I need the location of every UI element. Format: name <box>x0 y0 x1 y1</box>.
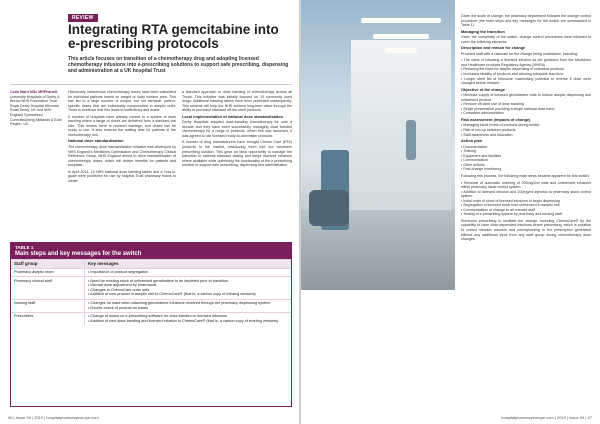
bullet-list: • Minimise supply of licensed gemcitabine vials to reduce aseptic dispensing and unlicensed product • Remove off-label use of dose banding • Single presentation providing a single national dose band • Consistent administration <box>461 93 591 116</box>
corridor-shape <box>351 40 451 230</box>
paragraph: Provided staff with a rationale for the change being undertaken, including: <box>461 51 579 56</box>
standfirst: This article focuses on transition of a chemotherapy drug and adopting licensed chemotherapy infusions into e-prescribing solutions to support safe prescribing, dispensing and administration at a UK hospital Trust <box>68 56 289 75</box>
table-number: TABLE 1 <box>15 245 34 250</box>
ceiling-light <box>385 48 417 53</box>
table-cell: • Change of doses on e-prescribing software for dose-banded or licensed infusions • Addition of new dose-banding and licensed infusion to ChemoCare® (that is, a carbon copy of existing versions) <box>88 314 279 323</box>
section-tag: REVIEW <box>68 14 98 22</box>
body-column-2 <box>182 90 292 170</box>
table-cell: • Importance of product segregation <box>88 270 149 275</box>
paragraph: The chemotherapy dose standardisation initiative was developed by NHS England's Medicines Optimisation and Chemotherapy Clinical Reference Group. NHS England aimed to drive standardisation of chemotherapy doses, which will deliver benefits for patients and hospitals. <box>68 145 176 168</box>
subheading: Local implementation of national dose standardisation <box>182 113 283 119</box>
body-column-3 <box>461 14 591 244</box>
subheading: Risk assessment (impacts of change) <box>461 116 531 122</box>
bullet-list: • Removal of automatic ordering of 200mg/2ml vials and unlicensed infusions within pharmacy stock control system • Addition of licensed infusion and 200mg/ml injection to pharmacy stock control system • Initial order of stock of licensed infusions to begin dispensing • Segregation of licensed stock from unlicensed in aseptic unit • Communication of change to all relevant staff • Testing of e-prescribing system by pharmacy and nursing staff <box>461 180 591 217</box>
right-page <box>301 0 600 424</box>
paragraph: In April 2014, 19 NHS National dose banding tables and a 'how to' guide were published for use by hospital Trust pharmacy teams to create <box>68 169 176 183</box>
table-header-cell: Key messages <box>88 260 119 266</box>
table-cell: Pharmacy clinical staff <box>11 277 85 298</box>
table-row <box>11 312 291 325</box>
paragraph: Following this process, the following main steps became apparent for this switch: <box>461 173 590 178</box>
paragraph: A number of hospitals have already moved to a system of dose banding where a range of doses are delivered from a standard vial size. This means there is reduced wastage, and doses can be ready to use. It also reduces the waiting time for patients in the chemotherapy unit. <box>68 114 176 137</box>
bullet-list: • Documentation • Training • Equipment and facilities • Communication • Other actions • Post-change monitoring <box>461 144 502 172</box>
body-column-1 <box>68 90 176 185</box>
page-footer: hospitalpharmacyeurope.com | 2019 | Issue 99 | 97 <box>501 415 592 420</box>
table-cell: • Changes for ward when attaching gemcitabine infusions received through the pharmacy dispensing system • Double-check of product on wards <box>88 301 271 310</box>
table-row <box>11 299 291 312</box>
table-cell: Pharmacy aseptic team <box>11 269 85 277</box>
table-cell: • Need for existing stock of unlicensed gemcitabine to be depleted prior to transition • Manual dose adjustment by pharmacist • Changes to ChemoCare order sets • Addition of new product in aseptic unit to ChemoCare® (that is, a carbon copy of existing versions) <box>88 278 256 297</box>
table-header <box>11 243 291 259</box>
subheading: National dose standardisation <box>68 138 124 144</box>
left-page <box>0 0 299 424</box>
table-row <box>11 268 291 277</box>
page-footer: 96 | Issue 99 | 2019 | hospitalpharmacyeurope.com <box>8 415 99 420</box>
table-title: Main steps and key messages for the switch <box>15 251 142 257</box>
bullet-list: • The value of following a licensed infusion as per guidance from the Medicines and Healthcare products Regulatory Agency (MHRA) • Reducing the need for aseptic dispensing of individual products • Increased stability of products and allowing adequate lead time • Longer shelf life of infusions, maximising potential to reverse if dose were changed before infusion <box>461 58 591 86</box>
ceiling-light <box>361 18 441 23</box>
subheading: Description and reason for change <box>461 45 526 51</box>
ceiling-light <box>373 34 429 39</box>
table-cell: Prescribers <box>11 313 85 325</box>
table-header-row <box>11 259 291 268</box>
paragraph: Historically, intravenous chemotherapy doses have been calculated for individual patients based on weight or body surface area. This has led to a large number of unique, but not identical, patient-specific doses that are individually compounded in aseptic units. There is evidence that this leads to inefficiency and waste. <box>68 90 176 113</box>
paragraph: Electronic prescribing to facilitate the change, including ChemoCare® by the capability to have dose-dependent infusions where prescribing, which is possible to correct infusion volumes and corresponding to the prescription generated without any additional input from any staff group during chemotherapy dose changes. <box>461 218 591 242</box>
bullet-list: • Managing stock levels of products during switch • Risk of mix-up between products • Staff awareness and education <box>461 123 540 137</box>
table-1 <box>10 242 292 407</box>
subheading: Objective of the change <box>461 86 505 92</box>
paragraph: A number of drug manufacturers have brought Chemo Care (RTA) products to the market, introducing them into our electronic prescribing solution. This gave an ideal opportunity to manage the transition to national standard dosing and adopt licensed infusions where available while optimising the functionality of the e-prescribing solution to support safe prescribing, dispensing and administration. <box>182 140 292 168</box>
paragraph: Given the complexity of the switch, change control procedures were followed to cover the following elements: <box>461 35 591 44</box>
author-affiliation: University Hospitals of Derby & Burton NHS Foundation Trust Royal Derby Hospital Uttoxeter Road Derby, UK and NHS England Specialised Commissioning Midlands & East Region, UK <box>10 94 62 127</box>
article-title: Integrating RTA gemcitabine into e-prescribing protocols <box>68 22 279 51</box>
author-box <box>10 90 62 127</box>
table-header-cell: Staff group <box>11 260 85 268</box>
subheading: Managing the transition <box>461 28 505 34</box>
paragraph: a standard approach to dose banding of chemotherapy across all Trusts. This initiative was initially focused on 10 commonly used drugs. Additional banding tables have been published subsequently. This scheme will help the NHS achieve long-term value through the ability to purchase standard off-the-shelf products. <box>182 90 292 113</box>
table-cell: Nursing staff <box>11 300 85 312</box>
author-name: Colin Ward MSc MRPharmS <box>10 90 58 94</box>
bed-shape <box>309 190 349 226</box>
paragraph: Given the scale of change, the pharmacy department followed the change control procedure (the main steps and key messages for the switch are summarised in Table 1). <box>461 14 591 28</box>
person-figure <box>406 120 416 160</box>
subheading: Action plan <box>461 138 483 144</box>
table-row <box>11 276 291 298</box>
divider <box>10 84 292 85</box>
paragraph: Derby Hospitals adopted dose-banding chemotherapy for over a decade and they have been successfully managing dose banded chemotherapy for a range of products. When this was launched, it was agreed to use licensed ready-to-administer products. <box>182 120 292 138</box>
